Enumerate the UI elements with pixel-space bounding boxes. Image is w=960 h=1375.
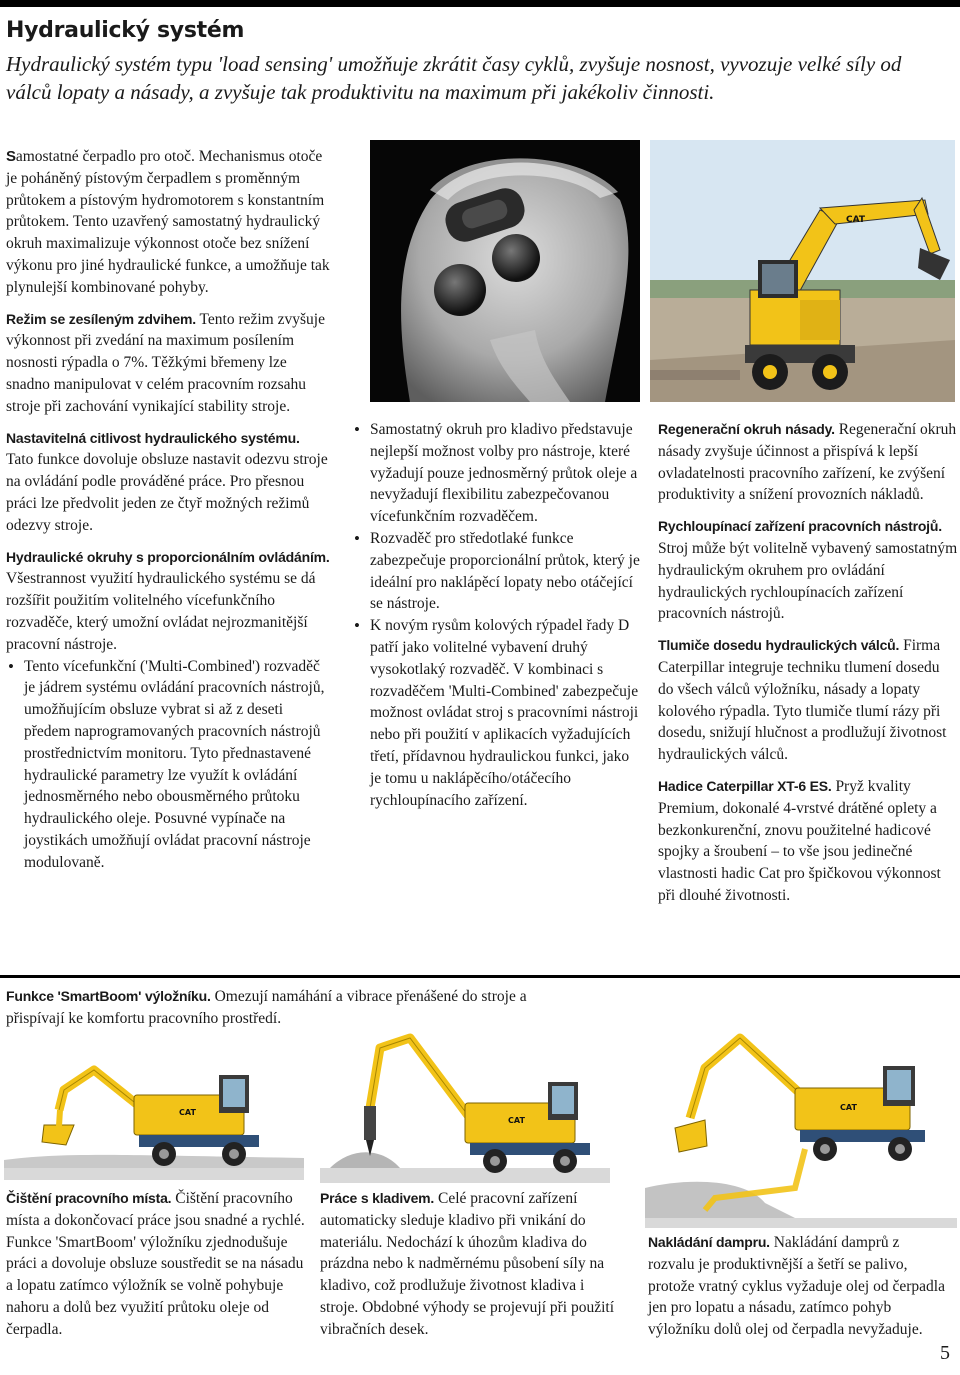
cat-logo-3: CAT [840, 1103, 857, 1112]
heading-heavy-lift: Režim se zesíleným zdvihem. [6, 310, 196, 327]
paragraph-cylinder-snubbers: Tlumiče dosedu hydraulických válců. Firma Caterpillar integruje techniku tlumení dosedu do všech válců výložníku, násady a lopaty kolového rýpadla. Tyto tlumiče tlumí rázy při dosedu, snižují hlučnost a prodlužují životnost hydraulických válců. [658, 637, 947, 764]
column-2 [352, 419, 642, 811]
drop-letter: S [6, 148, 16, 165]
page-title: Hydraulický systém [6, 18, 245, 43]
excavator-photo [650, 140, 955, 402]
heading-cleanup: Čištění pracovního místa. [6, 1190, 172, 1206]
lead-paragraph: Hydraulický systém typu 'load sensing' umožňuje zkrátit časy cyklů, zvyšuje nosnost, vyvozuje velké síly od válců lopaty a násady, a zvyšuje tak produktivitu na maximum při jakékoliv činnosti. [6, 52, 902, 104]
section-rule [0, 975, 960, 978]
cat-logo-2: CAT [508, 1116, 525, 1125]
cat-logo-1: CAT [179, 1108, 196, 1117]
photo-cat-logo: CAT [846, 215, 866, 225]
caption-truck-loading: Nakládání dampru. Nakládání damprů z rozvalu je produktivnější a šetří se palivo, protože vratný cyklus vyžaduje olej od čerpadla jen pro lopatu a násadu, zatímco pohyb výložníku dolů olej od čerpadla nevyžaduje. [648, 1234, 945, 1339]
illustration-cleanup [4, 1030, 304, 1180]
heading-sensitivity: Nastavitelná citlivost hydraulického systému. [6, 429, 300, 446]
joystick-photo [370, 140, 640, 402]
heading-proportional: Hydraulické okruhy s proporcionálním ovládáním. [6, 548, 330, 565]
paragraph-swing-pump: Samostatné čerpadlo pro otoč. Mechanismus otoče je poháněný pístovým čerpadlem s proměnným průtokem a pístovým hydromotorem s konstantním průtokem. Tento uzavřený samostatný hydraulický okruh maximalizuje výkonnost otoče bez snížení výkonu pro jiné hydraulické funkce, a umožňuje tak plynulejší kombinované pohyby. [6, 148, 330, 296]
paragraph-xt6-hoses: Hadice Caterpillar XT-6 ES. Pryž kvality Premium, dokonalé 4-vrstvé drátěné oplety a bezkonkurenční, znovu použitelné hadicové spojky a šroubení – to vše jsou jedinečné vlastnosti hadic Cat pro špičkovou výkonnost při dlouhé životnosti. [658, 777, 941, 904]
page-number: 5 [940, 1342, 950, 1364]
bullet-medium-pressure: • Rozvaděč pro středotlaké funkce zabezpečuje proporcionální průtok, který je ideální pro naklápěcí lopaty nebo otáčející se nástroje. [352, 528, 642, 615]
heading-stick-regeneration: Regenerační okruh násady. [658, 421, 835, 437]
illustration-truck-loading [645, 1028, 957, 1228]
caption-hammer: Práce s kladivem. Celé pracovní zařízení automaticky sleduje kladivo při vnikání do materiálu. Nedochází k úhozům kladiva do prázdna nebo k nadměrnému působení síly na kladivo, což prodlužuje životnost kladiva i stroje. Obdobné výhody se projevují při použití vibračních desek. [320, 1190, 615, 1338]
smartboom-intro: Funkce 'SmartBoom' výložníku. Omezují namáhání a vibrace přenášené do stroje a přispívají ke komfortu pracovního prostředí. [6, 988, 527, 1027]
top-rule [0, 0, 960, 7]
illustration-hammer [320, 1028, 610, 1183]
bullet-hammer-circuit: • Samostatný okruh pro kladivo představuje nejlepší možnost volby pro nástroje, které vyžadují pouze jednosměrný průtok oleje a nevyžadují flexibilitu zabezpečovanou vícefunkčním rozvaděčem. [352, 419, 642, 528]
heading-hammer: Práce s kladivem. [320, 1190, 435, 1206]
paragraph-quick-coupler: Stroj může být volitelně vybavený samostatným hydraulickým okruhem pro ovládání hydraulických rychloupínacích zařízení pracovních nástrojů. [658, 539, 958, 623]
heading-xt6-hoses: Hadice Caterpillar XT-6 ES. [658, 777, 832, 794]
bullet-multicombined: • Tento vícefunkční ('Multi-Combined') rozvaděč je jádrem systému ovládání pracovních nástrojů, umožňujícím obsluze vybrat si až z deseti předem naprogramovaných pracovních nástrojů prostřednictvím monitoru. Tyto přednastavené hydraulické parametry lze využít k ovládání jednosměrného nebo obousměrného průtoku hydraulického oleje. Posuvné vypínače na joystikách umožňují ovládat pracovní nástroje modulovaně. [6, 656, 331, 874]
paragraph-proportional: Všestrannost využití hydraulického systému se dá rozšířit použitím volitelného vícefunkčního rozvaděče, který umožní ovládat nejrozmanitější pracovní nástroje. [6, 570, 316, 653]
heading-truck-loading: Nakládání dampru. [648, 1234, 770, 1250]
paragraph-stick-regeneration: Regenerační okruh násady. Regenerační okruh násady zvyšuje účinnost a přispívá k lepší ovladatelnosti pracovního zařízení, ke zvýšení produktivity a snížení provozních nákladů. [658, 421, 957, 504]
heading-quick-coupler: Rychloupínací zařízení pracovních nástrojů. [658, 518, 942, 535]
bullet-second-high-pressure: • K novým rysům kolových rýpadel řady D patří jako volitelné vybavení druhý vysokotlaký rozvaděč. V kombinaci s rozvaděčem 'Multi-Combined' zabezpečuje možnost ovládat stroj s pracovními nástroji nebo při použití v aplikacích vyžadujících třetí, přídavnou hydraulickou funkci, jako je tomu u naklápěcího/otáčecího rychloupínacího zařízení. [352, 615, 642, 811]
heading-smartboom: Funkce 'SmartBoom' výložníku. [6, 988, 211, 1004]
column-3 [658, 419, 958, 907]
paragraph-heavy-lift: Režim se zesíleným zdvihem. Tento režim zvyšuje výkonnost při zvedání na maximum posílením nosnosti rýpadla o 7%. Těžkými břemeny lze snadno manipulovat v celém pracovním rozsahu stroje při zachování vynikající stability stroje. [6, 310, 325, 415]
paragraph-sensitivity: Tato funkce dovoluje obsluze nastavit odezvu stroje na ovládání podle prováděné práce. Pro přesnou práci lze předvolit jeden ze čtyř možných režimů odezvy stroje. [6, 451, 328, 534]
heading-cylinder-snubbers: Tlumiče dosedu hydraulických válců. [658, 637, 900, 654]
column-1 [6, 146, 331, 874]
caption-cleanup: Čištění pracovního místa. Čištění pracovního místa a dokončovací práce jsou snadné a rychlé. Funkce 'SmartBoom' výložníku zjednodušuje práci a dovoluje obsluze soustředit se na násadu a lopatu zatímco výložník se volně pohybuje nahoru a dolů bez využití průtoku oleje od čerpadla. [6, 1190, 305, 1338]
